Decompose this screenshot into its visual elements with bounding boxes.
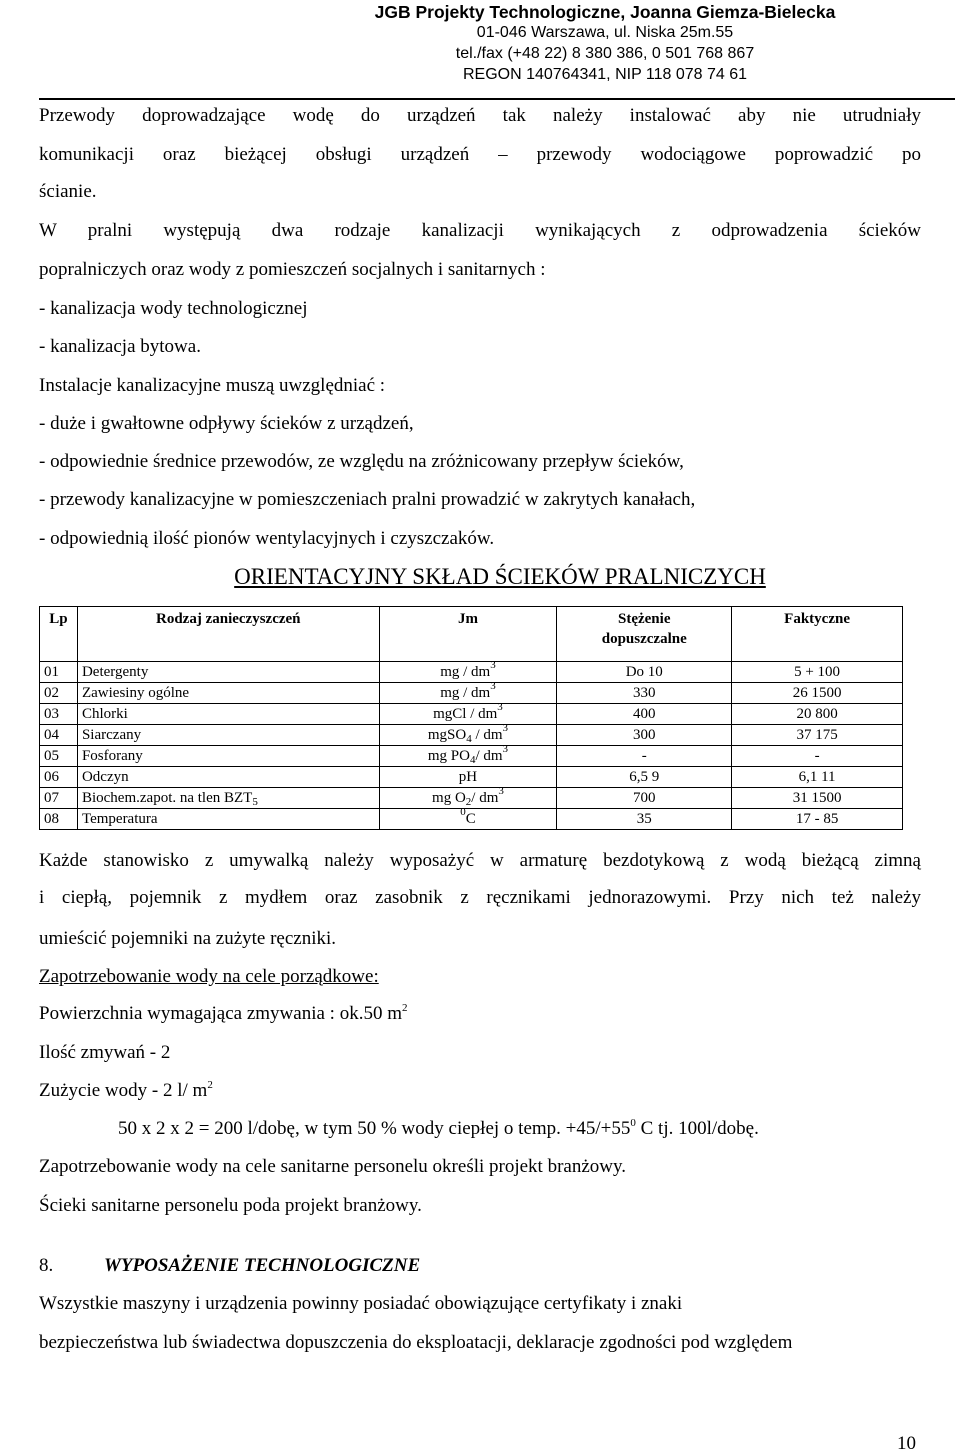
- company-name: JGB Projekty Technologiczne, Joanna Giemza-Bielecka: [374, 2, 836, 22]
- water-sanitary: Zapotrzebowanie wody na cele sanitarne personelu określi projekt branżowy.: [39, 1156, 627, 1177]
- name-text: Biochem.zapot. na tlen BZT: [81, 790, 253, 806]
- cell-jm: [379, 680, 557, 704]
- header-faktyczne: Faktyczne: [732, 607, 903, 662]
- jm-text: C: [465, 811, 476, 827]
- document-header: [355, 2, 855, 85]
- p1-line-1: Przewody doprowadzające wodę do urządzeń tak należy instalować aby nie utrudniały: [39, 105, 921, 126]
- jm-text-2: / dm: [471, 790, 499, 806]
- cell-dop: 700: [557, 788, 732, 809]
- header-stezenie-1: Stężenie: [618, 611, 671, 627]
- cell-name: [77, 788, 379, 809]
- jm-text-2: / dm: [475, 748, 503, 764]
- cell-lp: 01: [40, 662, 78, 683]
- water-area-text: Powierzchnia wymagająca zmywania : ok.50 m: [39, 1003, 402, 1024]
- p4-line-3: umieścić pojemniki na zużyte ręczniki.: [39, 928, 337, 949]
- jm-sup: 3: [497, 701, 503, 713]
- cell-lp: 02: [40, 683, 78, 704]
- cell-name: Fosforany: [77, 746, 379, 767]
- jm-sub: 4: [466, 733, 472, 745]
- p1-line-3: ścianie.: [39, 181, 97, 202]
- cell-jm: [379, 701, 557, 725]
- table-row: [40, 809, 903, 830]
- water-calc-sup: 0: [630, 1117, 636, 1129]
- p3-bullet-1: - duże i gwałtowne odpływy ścieków z urządzeń,: [39, 413, 414, 434]
- p2-line-1: W pralni występują dwa rodzaje kanalizacji wynikających z odprowadzenia ścieków: [39, 220, 921, 241]
- cell-dop: 400: [557, 704, 732, 725]
- table-row: [40, 662, 903, 683]
- jm-sup: 3: [502, 722, 509, 734]
- section-number: 8.: [39, 1255, 54, 1276]
- water-heading: Zapotrzebowanie wody na cele porządkowe:: [39, 966, 379, 987]
- water-calc: [118, 1118, 759, 1140]
- header-jm: Jm: [379, 607, 557, 662]
- cell-dop: 6,5 9: [557, 767, 732, 788]
- company-regon: REGON 140764341, NIP 118 078 74 61: [462, 66, 748, 83]
- company-phone: tel./fax (+48 22) 8 380 386, 0 501 768 867: [455, 45, 755, 62]
- table-title: ORIENTACYJNY SKŁAD ŚCIEKÓW PRALNICZYCH: [234, 564, 766, 589]
- jm-sub: 2: [465, 796, 472, 808]
- table-row: [40, 725, 903, 746]
- jm-sup: 0: [460, 806, 466, 818]
- page-number: 10: [897, 1433, 916, 1454]
- section-8-heading: [39, 1255, 420, 1277]
- cell-fakt: 26 1500: [732, 683, 903, 704]
- cell-fakt: 17 - 85: [732, 809, 903, 830]
- cell-lp: 07: [40, 788, 78, 809]
- cell-jm: [379, 785, 557, 809]
- cell-lp: 06: [40, 767, 78, 788]
- cell-fakt: 20 800: [732, 704, 903, 725]
- jm-sup: 3: [498, 785, 504, 797]
- cell-name: Odczyn: [77, 767, 379, 788]
- name-sub: 5: [252, 796, 258, 808]
- cell-fakt: -: [732, 746, 903, 767]
- table-row: [40, 704, 903, 725]
- cell-name: Detergenty: [77, 662, 379, 683]
- p2-line-2: popralniczych oraz wody z pomieszczeń socjalnych i sanitarnych :: [39, 259, 546, 280]
- water-usage-sup: 2: [207, 1079, 213, 1091]
- table-row: [40, 746, 903, 767]
- water-area: [39, 1003, 408, 1025]
- table-row: [40, 788, 903, 809]
- cell-dop: 300: [557, 725, 732, 746]
- cell-fakt: 37 175: [732, 725, 903, 746]
- cell-lp: 03: [40, 704, 78, 725]
- wastewater-table: [39, 606, 903, 830]
- jm-text: mg O: [432, 790, 466, 806]
- header-rodzaj: Rodzaj zanieczyszczeń: [77, 607, 379, 662]
- p4-line-1: Każde stanowisko z umywalką należy wyposażyć w armaturę bezdotykową z wodą bieżącą zimną: [39, 850, 921, 871]
- p3-intro: Instalacje kanalizacyjne muszą uwzględniać :: [39, 375, 386, 396]
- jm-text: mgCl / dm: [433, 706, 498, 722]
- p3-bullet-3: - przewody kanalizacyjne w pomieszczeniach pralni prowadzić w zakrytych kanałach,: [39, 489, 696, 510]
- cell-dop: 35: [557, 809, 732, 830]
- cell-name: Temperatura: [77, 809, 379, 830]
- p3-bullet-4: - odpowiednią ilość pionów wentylacyjnych i czyszczaków.: [39, 528, 495, 549]
- water-usage-text: Zużycie wody - 2 l/ m: [39, 1080, 208, 1101]
- jm-sup: 3: [490, 680, 496, 692]
- section-8-line-1: Wszystkie maszyny i urządzenia powinny posiadać obowiązujące certyfikaty i znaki: [39, 1293, 683, 1314]
- jm-sub: 4: [469, 754, 476, 766]
- jm-sup: 3: [502, 743, 509, 755]
- cell-name: Siarczany: [77, 725, 379, 746]
- cell-lp: 08: [40, 809, 78, 830]
- p4-line-2: i ciepłą, pojemnik z mydłem oraz zasobnik z ręcznikami jednorazowymi. Przy nich też należy: [39, 887, 921, 908]
- water-usage: [39, 1080, 213, 1102]
- cell-jm: [379, 659, 557, 683]
- cell-fakt: 6,1 11: [732, 767, 903, 788]
- jm-sup: 3: [490, 659, 496, 671]
- water-calc-text: 50 x 2 x 2 = 200 l/dobę, w tym 50 % wody ciepłej o temp. +45/+55: [118, 1118, 631, 1139]
- cell-dop: 330: [557, 683, 732, 704]
- cell-name: Zawiesiny ogólne: [77, 683, 379, 704]
- p1-line-2: komunikacji oraz bieżącej obsługi urządzeń – przewody wodociągowe poprowadzić po: [39, 144, 921, 165]
- header-stezenie: [557, 607, 732, 662]
- section-title: WYPOSAŻENIE TECHNOLOGICZNE: [104, 1255, 421, 1276]
- water-count: Ilość zmywań - 2: [39, 1042, 171, 1063]
- jm-text: mg / dm: [440, 664, 491, 680]
- cell-fakt: 5 + 100: [732, 662, 903, 683]
- water-area-sup: 2: [402, 1002, 408, 1014]
- jm-text: mg / dm: [440, 685, 491, 701]
- cell-jm: [379, 806, 557, 830]
- table-row: [40, 683, 903, 704]
- cell-jm: pH: [379, 767, 557, 788]
- p2-bullet-1: - kanalizacja wody technologicznej: [39, 298, 308, 319]
- cell-dop: -: [557, 746, 732, 767]
- water-calc-text-2: C tj. 100l/dobę.: [635, 1118, 759, 1139]
- company-address: 01-046 Warszawa, ul. Niska 25m.55: [476, 24, 734, 41]
- p3-bullet-2: - odpowiednie średnice przewodów, ze względu na zróżnicowany przepływ ścieków,: [39, 451, 684, 472]
- cell-lp: 04: [40, 725, 78, 746]
- cell-fakt: 31 1500: [732, 788, 903, 809]
- section-8-line-2: bezpieczeństwa lub świadectwa dopuszczenia do eksploatacji, deklaracje zgodności pod względem: [39, 1332, 793, 1353]
- cell-jm: [379, 743, 557, 767]
- header-lp: Lp: [40, 607, 78, 662]
- jm-text-2: / dm: [471, 727, 503, 743]
- cell-name: Chlorki: [77, 704, 379, 725]
- table-row: [40, 767, 903, 788]
- cell-jm: [379, 722, 557, 746]
- jm-text: mg PO: [427, 748, 470, 764]
- table-header-row: [40, 607, 903, 662]
- cell-dop: Do 10: [557, 662, 732, 683]
- water-waste: Ścieki sanitarne personelu poda projekt branżowy.: [39, 1195, 422, 1216]
- header-stezenie-2: dopuszczalne: [601, 631, 687, 647]
- header-rule: [39, 98, 955, 100]
- jm-text: mgSO: [427, 727, 467, 743]
- p2-bullet-2: - kanalizacja bytowa.: [39, 336, 201, 357]
- cell-lp: 05: [40, 746, 78, 767]
